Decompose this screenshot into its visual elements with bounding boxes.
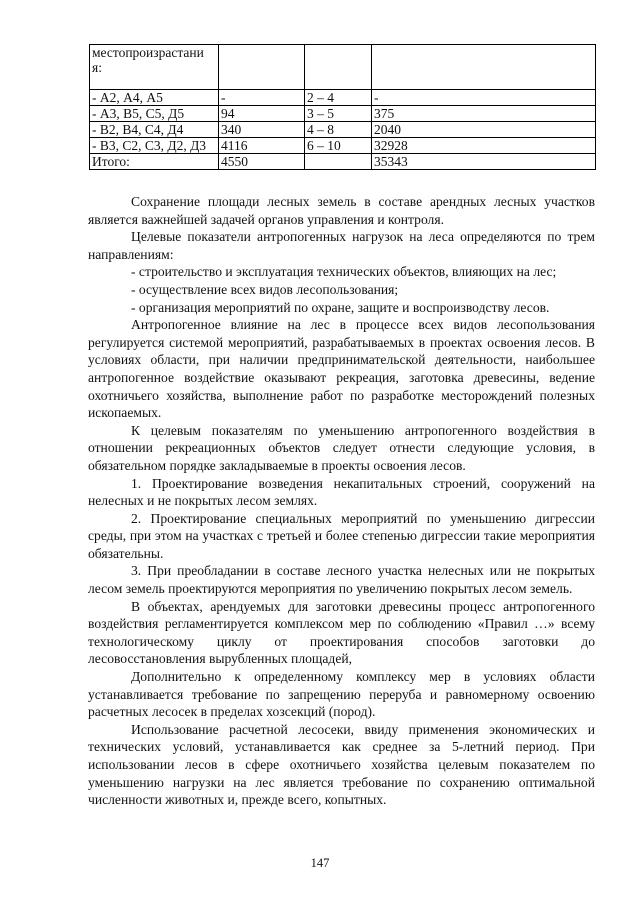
data-table	[89, 44, 596, 170]
table-row	[90, 90, 596, 106]
table-cell-label: местопроизрастани я:	[90, 45, 219, 90]
numbered-item: 2. Проектирование специальных мероприятий по уменьшению дигрессии среды, при этом на участках с третьей и более степенью дигрессии такие мероприятия обязательны.	[88, 510, 595, 561]
table-cell: 4 – 8	[305, 122, 372, 138]
list-item: - организация мероприятий по охране, защите и воспроизводству лесов.	[131, 299, 550, 315]
page-number: 147	[310, 856, 330, 870]
table-cell	[372, 45, 596, 90]
table-cell: 32928	[372, 138, 596, 154]
table-cell: 340	[219, 122, 305, 138]
table-row	[90, 138, 596, 154]
paragraph: Сохранение площади лесных земель в составе арендных лесных участков является важнейшей задачей органов управления и контроля.	[88, 194, 595, 227]
table-cell-label: - А2, А4, А5	[90, 90, 219, 106]
table-cell: 4550	[219, 154, 305, 170]
table-cell: 2040	[372, 122, 596, 138]
numbered-item: 3. При преобладании в составе лесного участка нелесных или не покрытых лесом земель проектируются мероприятия по увеличению покрытых лесом земель.	[88, 563, 595, 597]
table-cell-label: Итого:	[90, 154, 219, 170]
table-total-row	[90, 154, 596, 170]
paragraph: Использование расчетной лесосеки, ввиду применения экономических и технических условий, устанавливается как среднее за 5-летний период. При использовании лесов в сфере охотничьего хозяйства целевым показателем по уменьшению нагрузки на лес является требование по сохранению оптимальной численности животных и, прежде всего, копытных.	[88, 721, 595, 808]
list-item: - строительство и эксплуатация технических объектов, влияющих на лес;	[131, 264, 557, 280]
paragraph: Дополнительно к определенному комплексу мер в условиях области устанавливается требование по запрещению переруба и равномерному освоению расчетных лесосек в пределах хозсекций (пород).	[88, 669, 595, 720]
table-cell-label: - В3, С2, С3, Д2, Д3	[90, 138, 219, 154]
table-cell: -	[372, 90, 596, 106]
body-text	[88, 193, 595, 809]
table-cell: 375	[372, 106, 596, 122]
paragraph: Целевые показатели антропогенных нагрузок на леса определяются по трем направлениям:	[88, 229, 595, 262]
list-item: - осуществление всех видов лесопользования;	[131, 281, 399, 297]
table-cell-label: - А3, В5, С5, Д5	[90, 106, 219, 122]
table-cell: 6 – 10	[305, 138, 372, 154]
paragraph: Антропогенное влияние на лес в процессе всех видов лесопользования регулируется системой мероприятий, разрабатываемых в проектах освоения лесов. В условиях области, при наличии предпринимательской деятельности, наибольшее антропогенное воздействие оказывают рекреация, заготовка древесины, ведение охотничьего хозяйства, выполнение работ по разработке месторождений полезных ископаемых.	[88, 317, 595, 421]
paragraph: К целевым показателям по уменьшению антропогенного воздействия в отношении рекреационных объектов следует отнести следующие условия, в обязательном порядке закладываемые в проекты освоения лесов.	[88, 422, 595, 473]
table-cell: 35343	[372, 154, 596, 170]
table-cell: -	[219, 90, 305, 106]
table-cell-label: - В2, В4, С4, Д4	[90, 122, 219, 138]
table-cell: 3 – 5	[305, 106, 372, 122]
paragraph: В объектах, арендуемых для заготовки древесины процесс антропогенного воздействия регламентируется комплексом мер по соблюдению «Правил …» всему технологическому циклу от проектирования способов заготовки до лесовосстановления вырубленных площадей,	[88, 598, 595, 667]
table-cell: 4116	[219, 138, 305, 154]
table-row	[90, 122, 596, 138]
table-cell	[305, 45, 372, 90]
table-cell: 2 – 4	[305, 90, 372, 106]
numbered-item: 1. Проектирование возведения некапитальных строений, сооружений на нелесных и не покрытых лесом землях.	[88, 475, 595, 509]
table-row	[90, 106, 596, 122]
table-header-row	[90, 45, 596, 90]
table-cell	[305, 154, 372, 170]
table-cell: 94	[219, 106, 305, 122]
table-cell	[219, 45, 305, 90]
